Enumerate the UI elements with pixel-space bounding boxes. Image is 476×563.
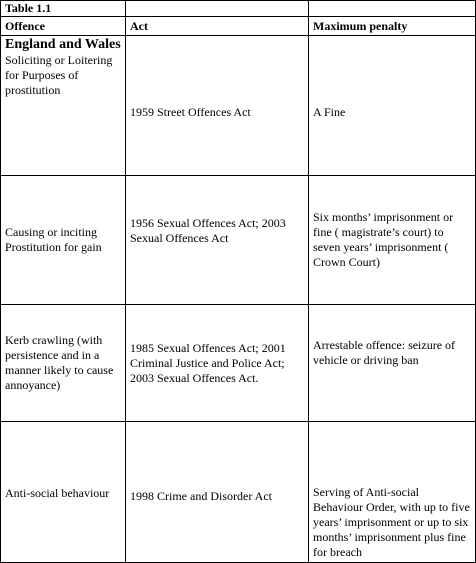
offence-text: Soliciting or Loitering for Purposes of prostitution bbox=[5, 53, 113, 97]
header-act: Act bbox=[126, 17, 309, 36]
act-cell: 1956 Sexual Offences Act; 2003 Sexual Offences Act bbox=[126, 176, 309, 305]
act-cell: 1985 Sexual Offences Act; 2001 Criminal Justice and Police Act; 2003 Sexual Offences Act. bbox=[126, 305, 309, 422]
region-heading: England and Wales bbox=[5, 37, 121, 52]
header-penalty: Maximum penalty bbox=[309, 17, 476, 36]
offence-cell: Kerb crawling (with persistence and in a manner likely to cause annoyance) bbox=[1, 305, 126, 422]
header-offence: Offence bbox=[1, 17, 126, 36]
offence-cell bbox=[1, 36, 126, 176]
offence-cell: Causing or inciting Prostitution for gain bbox=[1, 176, 126, 305]
caption-empty-cell bbox=[126, 1, 309, 17]
penalty-cell: Six months’ imprisonment or fine ( magistrate’s court) to seven years’ imprisonment ( Crown Court) bbox=[309, 176, 476, 305]
table-row bbox=[1, 422, 476, 563]
caption-empty-cell bbox=[309, 1, 476, 17]
penalty-cell: A Fine bbox=[309, 36, 476, 176]
act-cell: 1959 Street Offences Act bbox=[126, 36, 309, 176]
table-row bbox=[1, 305, 476, 422]
table-header-row bbox=[1, 17, 476, 36]
table-caption-row bbox=[1, 1, 476, 17]
table-row bbox=[1, 176, 476, 305]
table-caption: Table 1.1 bbox=[1, 1, 126, 17]
act-cell: 1998 Crime and Disorder Act bbox=[126, 422, 309, 563]
penalty-cell: Arrestable offence: seizure of vehicle or driving ban bbox=[309, 305, 476, 422]
table-row bbox=[1, 36, 476, 176]
penalty-cell: Serving of Anti-social Behaviour Order, with up to five years’ imprisonment or up to six months’ imprisonment plus fine for breach bbox=[309, 422, 476, 563]
offence-cell: Anti-social behaviour bbox=[1, 422, 126, 563]
